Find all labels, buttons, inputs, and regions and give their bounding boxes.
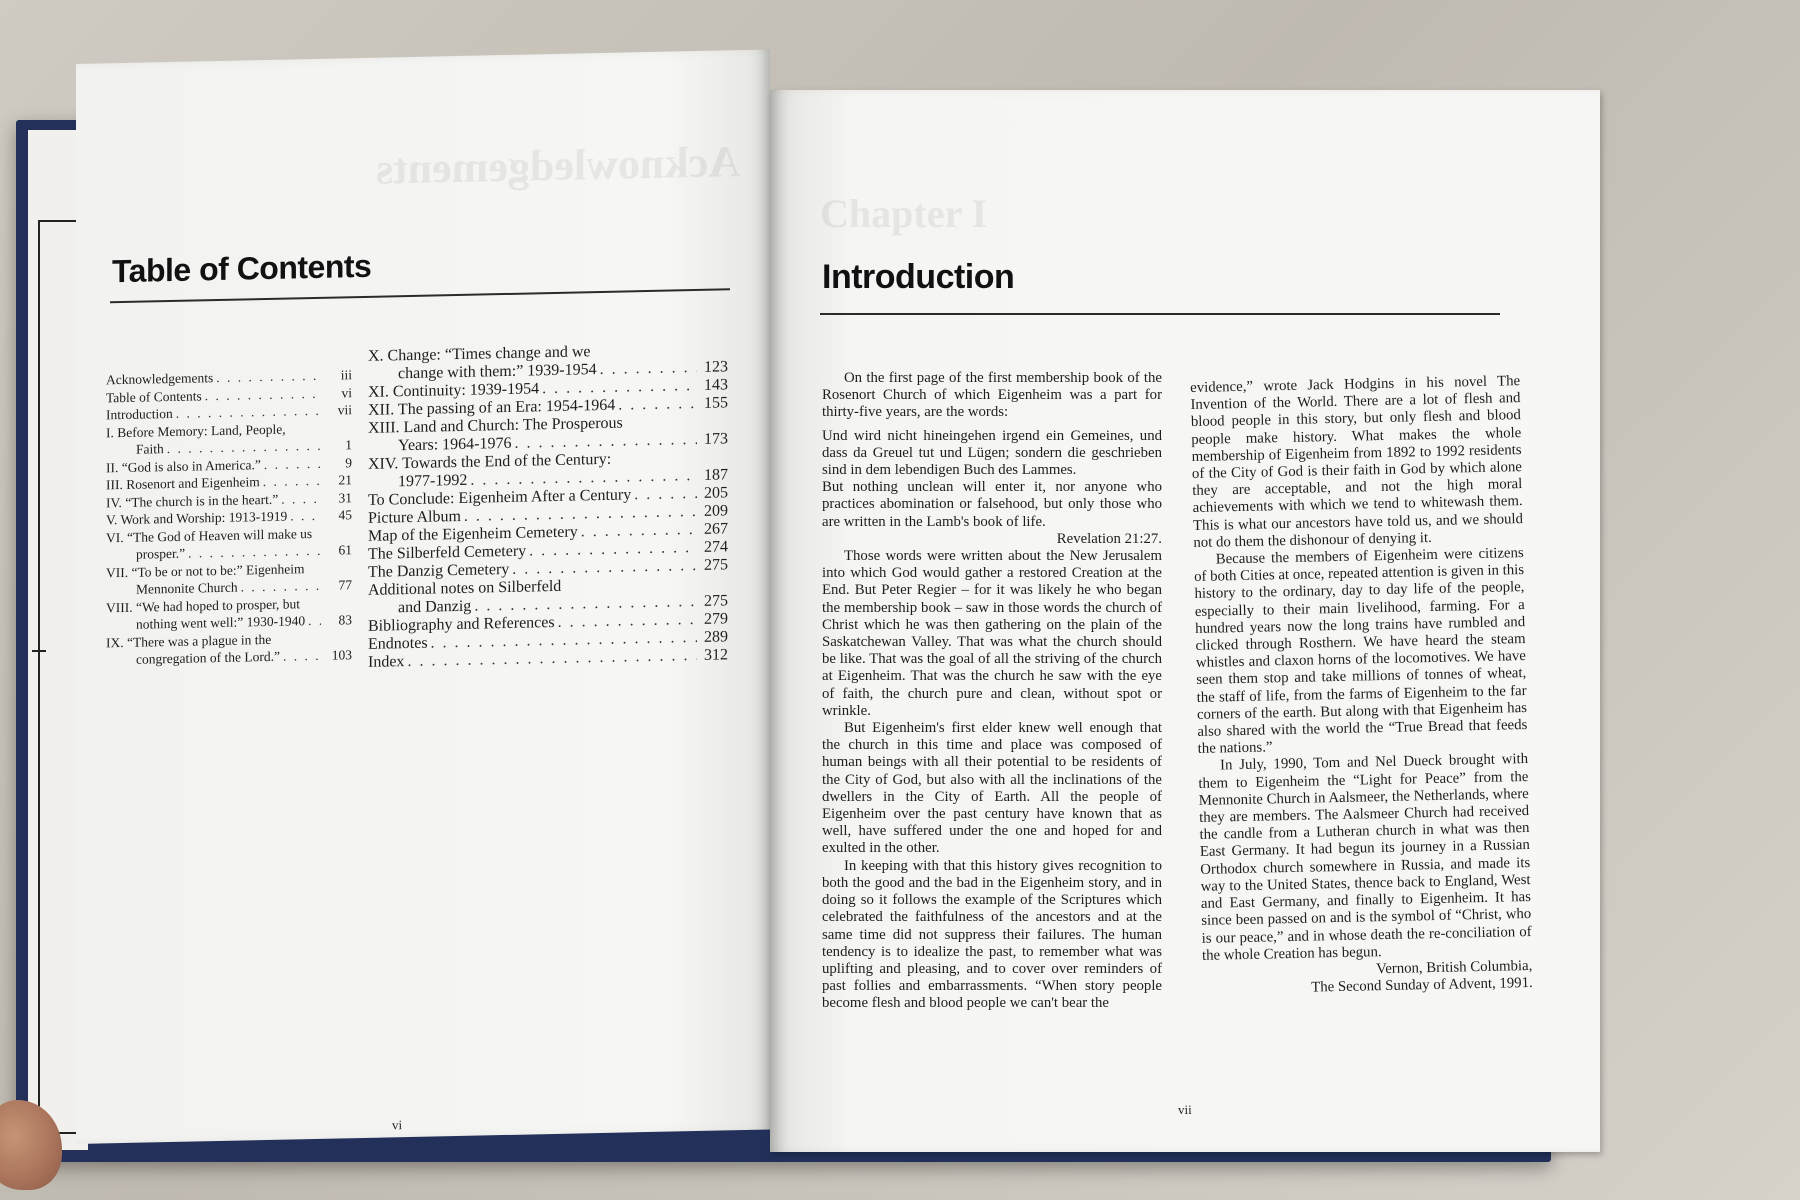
leader-dots <box>618 395 697 415</box>
introduction-column-2 <box>1190 373 1533 999</box>
toc-entry-continuation: Mennonite Church <box>136 579 238 597</box>
toc-entry-page: 103 <box>331 647 352 663</box>
toc-entry-page: vi <box>341 384 352 400</box>
toc-entry-title: Additional notes on Silberfeld <box>368 577 562 599</box>
toc-entry-title: VIII. “We had hoped to prosper, but <box>106 595 301 615</box>
toc-entry-title: The Silberfeld Cemetery <box>368 542 527 563</box>
toc-heading-rule <box>110 288 730 303</box>
toc-entry-title: Acknowledgements <box>106 370 214 388</box>
toc-entry-page: 143 <box>704 376 728 394</box>
paragraph: Those words were written about the New Jerusalem into which God would gather a restored Creation at the End. But Peter Regier – for it was likely he who began the membership book – saw in those words the church of Christ which he was then gathering on the plain of the Saskatchewan Valley. That was what the church should be like. That was the goal of all the striving of the church at Eigenheim. That was the church he saw with the eye of faith, the church pure and clean, without spot or wrinkle. <box>822 548 1162 719</box>
page-number-right: vii <box>1178 1102 1192 1117</box>
toc-entry-title: Endnotes <box>368 634 428 653</box>
toc-entry-title: Introduction <box>106 405 173 423</box>
toc-entry-title: XII. The passing of an Era: 1954-1964 <box>368 396 616 419</box>
toc-entry-page: 275 <box>704 556 728 574</box>
toc-entry-title: Bibliography and References <box>368 613 555 635</box>
toc-entry-page: 209 <box>704 502 728 520</box>
toc-entry-page: 45 <box>338 507 352 523</box>
paragraph: The Second Sunday of Advent, 1991. <box>1311 975 1533 996</box>
toc-entry-page: 275 <box>704 592 728 610</box>
toc-entry-continuation: and Danzig <box>398 597 472 617</box>
paragraph: In July, 1990, Tom and Nel Dueck brought with them to Eigenheim the “Light for Peace” from the Mennonite Church in Aalsmeer, the Netherlands, where they are members. The Aalsmeer Church had received the candle from a Lutheran church in what was then East Germany. It had begun its journey in a Russian Orthodox church somewhere in Russia, and made its way to the United States, thence back to England, West and East Germany, and finally to Eigenheim. It has since been passed on and is the symbol of “Christ, who is our peace,” and in whose death the re-conciliation of the whole Creation has begun. <box>1198 751 1532 964</box>
toc-entry-continuation: Years: 1964-1976 <box>398 434 512 455</box>
toc-heading: Table of Contents <box>112 247 372 290</box>
leader-dots <box>188 542 321 562</box>
leader-dots <box>600 359 697 379</box>
leader-dots <box>264 454 321 473</box>
paragraph: In keeping with that this history gives recognition to both the good and the bad in the Eigenheim story, and in doing so it follows the example of the Scriptures which celebrated the faithfulness of the ancestors and at the same time did not suppress their failures. The human tendency is to idealize the past, to remember what was uplifting and pleasing, and to cover over reminders of past follies and embarrassments. “When story people become flesh and blood people we can't bear the <box>822 857 1162 1012</box>
paragraph: But Eigenheim's first elder knew well enough that the church in this time and place was composed of human beings with all their potential to be residents of the City of God, but also with all the inclinations of the dwellers in the City of Earth. All the people of Eigenheim over the past century have known that as well, have suffered under the one and hoped for and exulted in the other. <box>822 720 1162 857</box>
toc-entry-title: IX. “There was a plague in the <box>106 631 272 650</box>
toc-entry-title: Picture Album <box>368 507 461 527</box>
toc-entry-page: 9 <box>345 454 352 470</box>
toc-entry-title: I. Before Memory: Land, People, <box>106 421 286 440</box>
introduction-column-1 <box>822 370 1162 1013</box>
leader-dots <box>281 489 321 507</box>
toc-entry-title: V. Work and Worship: 1913-1919 <box>106 508 288 528</box>
toc-entry-title: Table of Contents <box>106 387 202 405</box>
toc-entry-page: 31 <box>338 489 352 506</box>
toc-entry-page: 279 <box>704 610 728 628</box>
toc-entry-page: 21 <box>338 472 352 488</box>
toc-entry-page: iii <box>340 367 352 383</box>
paragraph: Vernon, British Columbia, <box>1376 957 1533 978</box>
toc-entry-title: The Danzig Cemetery <box>368 560 510 581</box>
toc-entry-title: Map of the Eigenheim Cemetery <box>368 523 578 545</box>
endpaper-frame <box>38 220 80 1134</box>
left-page <box>76 49 770 1144</box>
toc-entry-continuation: nothing went well:” 1930-1940 <box>136 613 306 632</box>
paragraph: Revelation 21:27. <box>1056 530 1162 547</box>
toc-entry <box>106 646 352 669</box>
toc-entry-page: 77 <box>338 577 352 593</box>
paragraph: Because the members of Eigenheim were citizens of both Cities at once, repeated attention is given in this history to the ordinary, day to day life of the people, especially to their main livelihood, farming. For a hundred years now the long trains have rumbled and clicked through Rosthern. We have heard the steam whistles and claxon horns of the locomotives. We have seen them stop and take millions of tonnes of wheat, the staff of life, from the farms of Eigenheim to the far corners of the earth. But along with that Eigenheim has also shared with the world the “True Bread that feeds the nations.” <box>1193 545 1528 758</box>
paragraph: Und wird nicht hineingehen irgend ein Gemeines, und dass da Greuel tut und Lügen; sondern die geschrieben sind in dem lebendigen Buch des Lammes. <box>822 427 1162 479</box>
toc-entry-page: 123 <box>704 358 728 376</box>
toc-entry-page: 312 <box>704 646 728 664</box>
leader-dots <box>514 431 697 453</box>
toc-entry-page: 155 <box>704 394 728 412</box>
leader-dots <box>634 485 697 504</box>
toc-entry-title: VI. “The God of Heaven will make us <box>106 525 313 545</box>
toc-entry-title: IV. “The church is in the heart.” <box>106 491 279 510</box>
toc-entry-title: XI. Continuity: 1939-1954 <box>368 380 540 401</box>
toc-entry-page: 61 <box>338 542 352 558</box>
toc-entry-title: Index <box>368 653 405 671</box>
introduction-heading: Introduction <box>822 258 1015 296</box>
leader-dots <box>290 507 321 525</box>
leader-dots <box>263 472 321 491</box>
toc-entry-title: To Conclude: Eigenheim After a Century <box>368 486 632 509</box>
bleed-through-heading-right: Chapter I <box>820 191 988 236</box>
toc-entry-title: X. Change: “Times change and we <box>368 343 591 365</box>
bleed-through-heading: Acknowledgements <box>376 137 741 194</box>
toc-entry-continuation: 1977-1992 <box>398 471 468 491</box>
toc-entry-continuation: congregation of the Lord.” <box>136 648 280 667</box>
toc-entry-page: vii <box>337 402 352 418</box>
toc-entry-page: 205 <box>704 484 728 502</box>
toc-entry-page: 1 <box>345 437 352 453</box>
toc-entry-page: 173 <box>704 430 728 448</box>
toc-entry-page: 267 <box>704 520 728 538</box>
page-number-left: vi <box>392 1117 403 1133</box>
paragraph: On the first page of the first membership book of the Rosenort Church of which Eigenheim was a part for thirty-five years, are the words: <box>822 370 1162 421</box>
right-page <box>770 90 1600 1152</box>
toc-entry-title: III. Rosenort and Eigenheim <box>106 474 260 493</box>
paragraph: evidence,” wrote Jack Hodgins in his novel The Invention of the World. There are a lot of flesh and blood people in this story, but only flesh and blood people make history. What makes the whole membership of Eigenheim from 1892 to 1992 residents of the City of God is their faith in God by which alone they are acceptable, and not the high moral achievements with which we tend to whitewash them. This is what our ancestors have told us, and we should not do them the dishonour of denying it. <box>1190 373 1524 551</box>
toc-entry-continuation: prosper.” <box>136 545 186 562</box>
toc-entry-page: 289 <box>704 628 728 646</box>
leader-dots <box>176 402 321 423</box>
leader-dots <box>241 577 321 596</box>
toc-column-1 <box>106 366 352 669</box>
toc-entry-title: II. “God is also in America.” <box>106 456 261 475</box>
endpaper-tick <box>32 650 46 652</box>
leader-dots <box>216 367 321 387</box>
toc-entry-page: 274 <box>704 538 728 556</box>
toc-entry-continuation: change with them:” 1939-1954 <box>398 361 597 383</box>
leader-dots <box>308 612 321 630</box>
toc-entry-page: 83 <box>338 612 352 628</box>
toc-entry-title: VII. “To be or not to be:” Eigenheim <box>106 560 305 580</box>
toc-column-2 <box>368 340 728 672</box>
paragraph: But nothing unclean will enter it, nor anyone who practices abomination or falsehood, but only those who are written in the Lamb's book of life. <box>822 479 1162 530</box>
toc-entry-page: 187 <box>704 466 728 484</box>
toc-entry-title: XIV. Towards the End of the Century: <box>368 450 612 473</box>
toc-entry-title: XIII. Land and Church: The Prosperous <box>368 414 623 437</box>
introduction-heading-rule <box>820 313 1500 315</box>
leader-dots <box>283 647 321 665</box>
toc-entry-continuation: Faith <box>136 441 164 457</box>
